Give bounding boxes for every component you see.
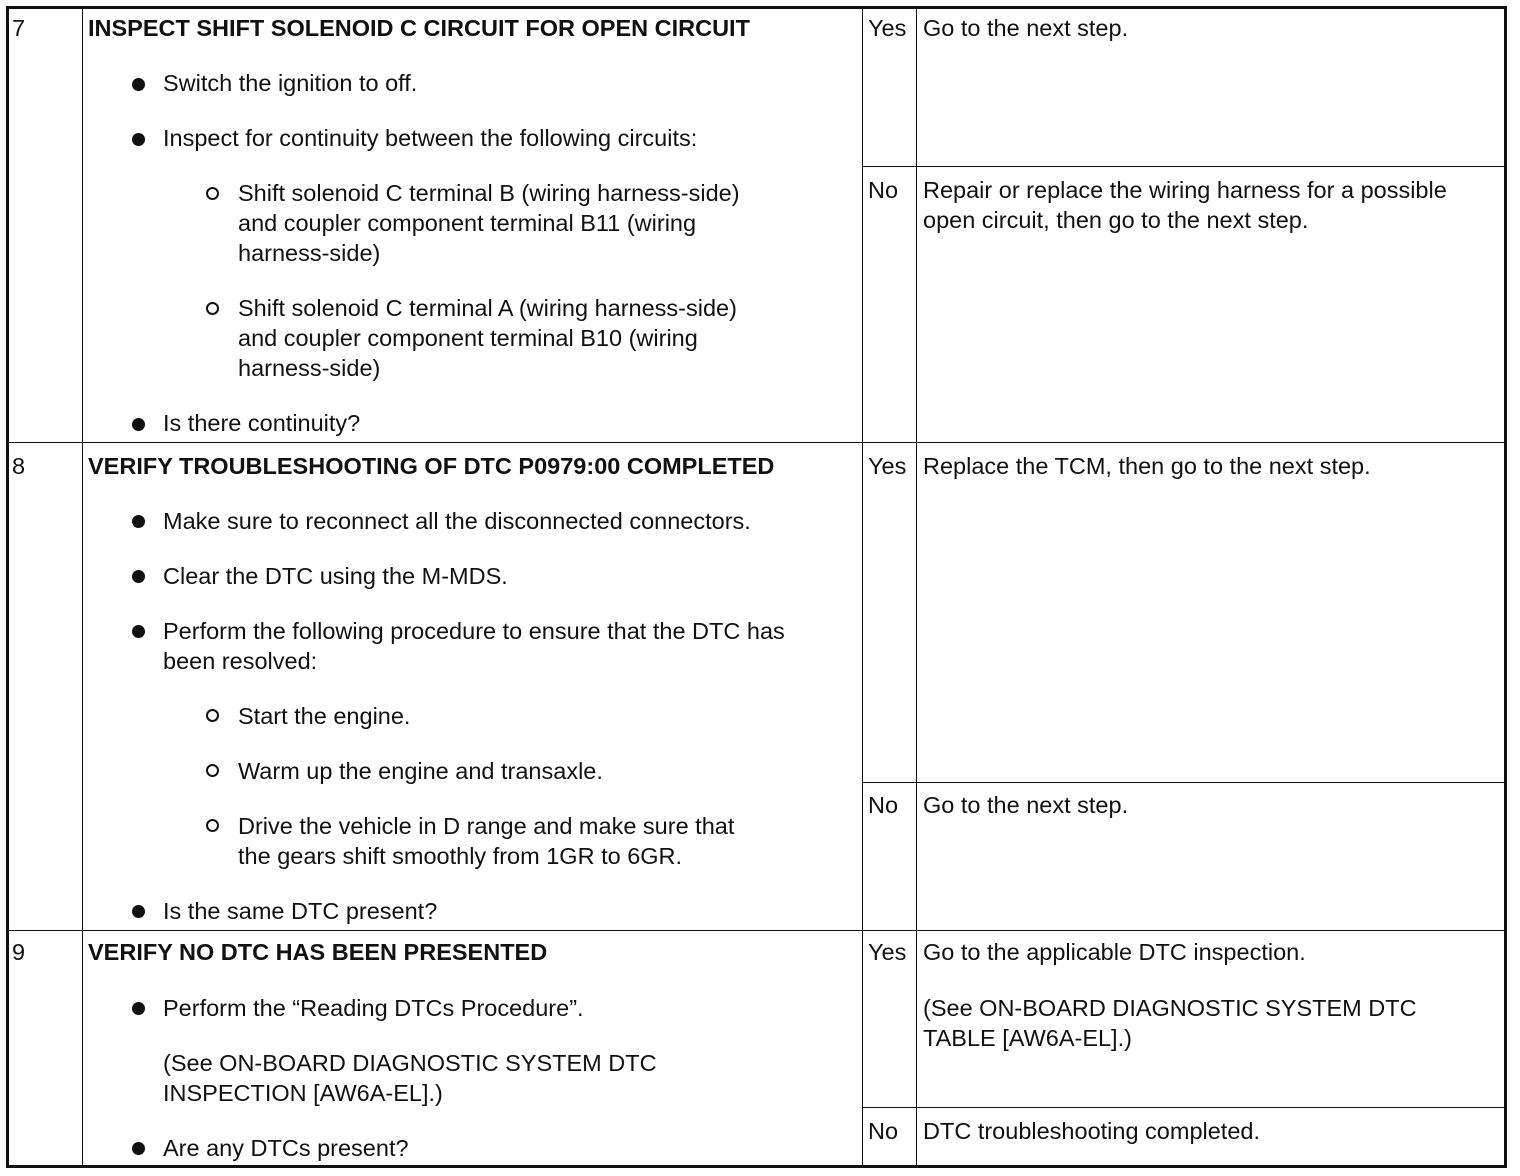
bullet-text: Is the same DTC present? xyxy=(163,898,438,924)
bullet-icon xyxy=(132,418,145,431)
sub-bullet-text: Warm up the engine and transaxle. xyxy=(238,758,603,784)
sub-bullet-icon xyxy=(206,302,219,315)
yes-reference: TABLE [AW6A-EL].) xyxy=(923,1025,1132,1051)
bullet-text: Is there continuity? xyxy=(163,410,361,436)
no-action: Repair or replace the wiring harness for a possible xyxy=(923,177,1447,203)
bullet-icon xyxy=(132,515,145,528)
bullet-icon xyxy=(132,1142,145,1155)
sub-bullet-icon xyxy=(206,819,219,832)
bullet-text: Clear the DTC using the M-MDS. xyxy=(163,563,508,589)
no-action: open circuit, then go to the next step. xyxy=(923,207,1309,233)
step-number: 7 xyxy=(12,15,26,41)
yes-reference: (See ON-BOARD DIAGNOSTIC SYSTEM DTC xyxy=(923,995,1417,1021)
yes-action: Go to the applicable DTC inspection. xyxy=(923,939,1306,965)
sub-bullet-text: harness-side) xyxy=(238,355,381,381)
bullet-icon xyxy=(132,625,145,638)
row-divider-8-9 xyxy=(6,930,1507,931)
no-label: No xyxy=(868,177,899,203)
yes-no-divider-7 xyxy=(862,166,1507,167)
no-label: No xyxy=(868,792,899,818)
yes-action: Replace the TCM, then go to the next step. xyxy=(923,453,1371,479)
step-number: 8 xyxy=(12,453,26,479)
no-label: No xyxy=(868,1118,899,1144)
yes-no-divider-8 xyxy=(862,782,1507,783)
sub-bullet-text: Start the engine. xyxy=(238,703,411,729)
no-action: Go to the next step. xyxy=(923,792,1129,818)
yes-label: Yes xyxy=(868,453,907,479)
bullet-text: Make sure to reconnect all the disconnected connectors. xyxy=(163,508,751,534)
sub-bullet-icon xyxy=(206,709,219,722)
sub-bullet-text: Shift solenoid C terminal B (wiring harness-side) xyxy=(238,180,740,206)
yes-no-divider-9 xyxy=(862,1107,1507,1108)
sub-bullet-text: the gears shift smoothly from 1GR to 6GR. xyxy=(238,843,683,869)
bullet-text: Inspect for continuity between the following circuits: xyxy=(163,125,698,151)
bullet-icon xyxy=(132,133,145,146)
yes-label: Yes xyxy=(868,939,907,965)
yes-action: Go to the next step. xyxy=(923,15,1129,41)
reference-text: INSPECTION [AW6A-EL].) xyxy=(163,1080,443,1106)
no-action: DTC troubleshooting completed. xyxy=(923,1118,1261,1144)
column-divider-action xyxy=(916,6,917,1168)
step-title: VERIFY NO DTC HAS BEEN PRESENTED xyxy=(88,939,548,965)
step-number: 9 xyxy=(12,939,26,965)
sub-bullet-text: Shift solenoid C terminal A (wiring harness-side) xyxy=(238,295,737,321)
sub-bullet-icon xyxy=(206,187,219,200)
bullet-icon xyxy=(132,905,145,918)
sub-bullet-text: and coupler component terminal B11 (wiring xyxy=(238,210,697,236)
row-divider-7-8 xyxy=(6,442,1507,443)
yes-label: Yes xyxy=(868,15,907,41)
bullet-icon xyxy=(132,570,145,583)
sub-bullet-text: harness-side) xyxy=(238,240,381,266)
column-divider-step xyxy=(82,6,83,1168)
bullet-text: Perform the “Reading DTCs Procedure”. xyxy=(163,995,584,1021)
bullet-text: Are any DTCs present? xyxy=(163,1135,409,1161)
reference-text: (See ON-BOARD DIAGNOSTIC SYSTEM DTC xyxy=(163,1050,657,1076)
bullet-text: Switch the ignition to off. xyxy=(163,70,418,96)
bullet-icon xyxy=(132,78,145,91)
sub-bullet-text: and coupler component terminal B10 (wiring xyxy=(238,325,698,351)
sub-bullet-text: Drive the vehicle in D range and make sure that xyxy=(238,813,735,839)
step-title: VERIFY TROUBLESHOOTING OF DTC P0979:00 COMPLETED xyxy=(88,453,775,479)
step-title: INSPECT SHIFT SOLENOID C CIRCUIT FOR OPEN CIRCUIT xyxy=(88,15,750,41)
bullet-text: been resolved: xyxy=(163,648,318,674)
bullet-icon xyxy=(132,1002,145,1015)
column-divider-result xyxy=(862,6,863,1168)
bullet-text: Perform the following procedure to ensure that the DTC has xyxy=(163,618,785,644)
sub-bullet-icon xyxy=(206,764,219,777)
